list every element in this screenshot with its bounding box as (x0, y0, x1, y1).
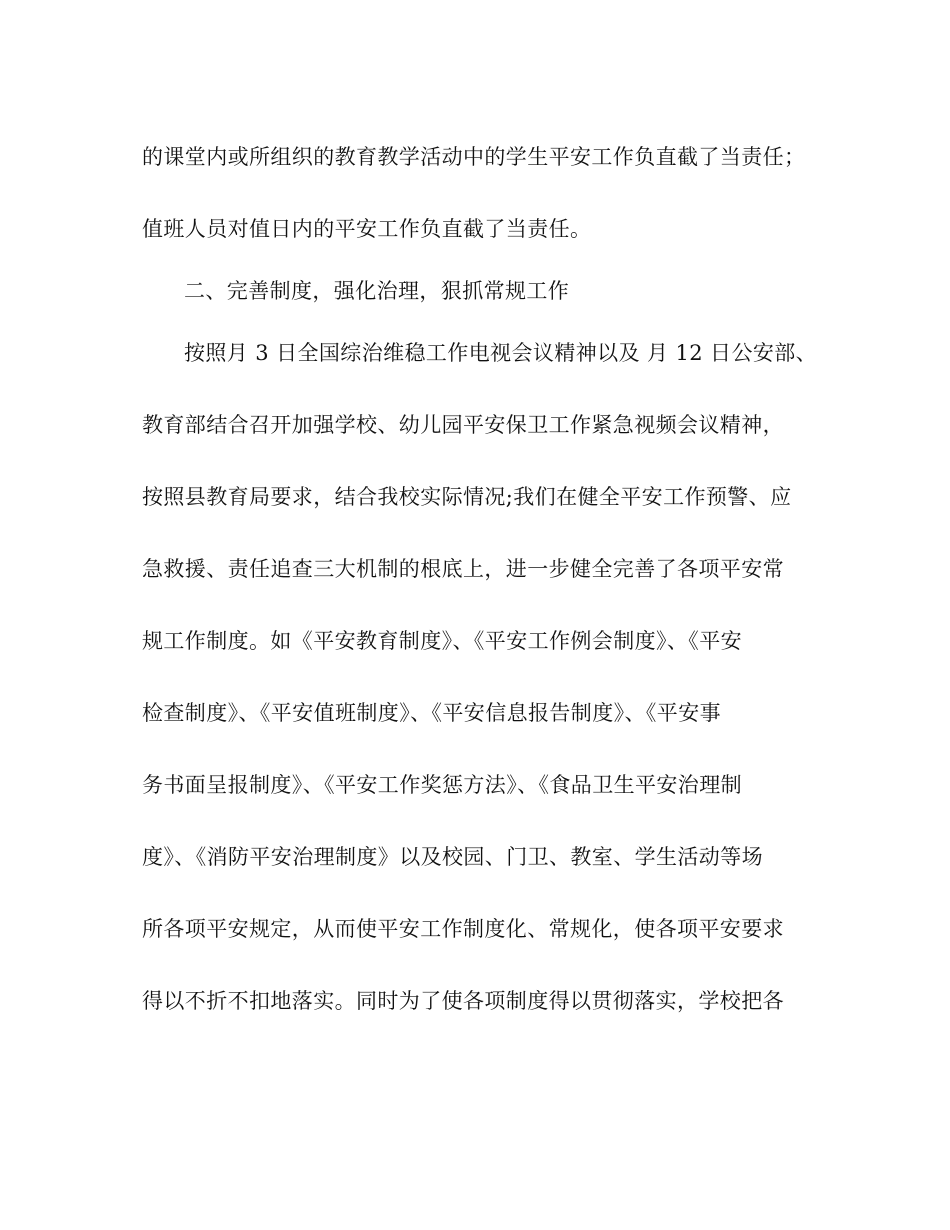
text-line-2: 值班人员对值日内的平安工作负直截了当责任。 (142, 217, 592, 241)
text-line-6: 按照县教育局要求，结合我校实际情况;我们在健全平安工作预警、应 (142, 485, 792, 509)
text-line-9: 检查制度》、《平安值班制度》、《平安信息报告制度》、《平安事 (142, 701, 721, 725)
text-line-10: 务书面呈报制度》、《平安工作奖惩方法》、《食品卫生平安治理制 (142, 773, 742, 797)
text-line-13: 得以不折不扣地落实。同时为了使各项制度得以贯彻落实，学校把各 (142, 989, 784, 1013)
text-line-4: 按照月 3 日全国综治维稳工作电视会议精神以及 月 12 日公安部、 (184, 341, 818, 365)
text-line-5: 教育部结合召开加强学校、幼儿园平安保卫工作紧急视频会议精神， (142, 413, 784, 437)
section-heading: 二、完善制度，强化治理，狠抓常规工作 (184, 279, 570, 303)
text-line-8: 规工作制度。如《平安教育制度》、《平安工作例会制度》、《平安 (142, 629, 742, 653)
text-line-1: 的课堂内或所组织的教育教学活动中的学生平安工作负直截了当责任； (142, 145, 806, 169)
text-line-11: 度》、《消防平安治理制度》以及校园、门卫、教室、学生活动等场 (142, 845, 763, 869)
text-line-12: 所各项平安规定，从而使平安工作制度化、常规化，使各项平安要求 (142, 917, 784, 941)
text-line-7: 急救援、责任追查三大机制的根底上，进一步健全完善了各项平安常 (142, 557, 784, 581)
